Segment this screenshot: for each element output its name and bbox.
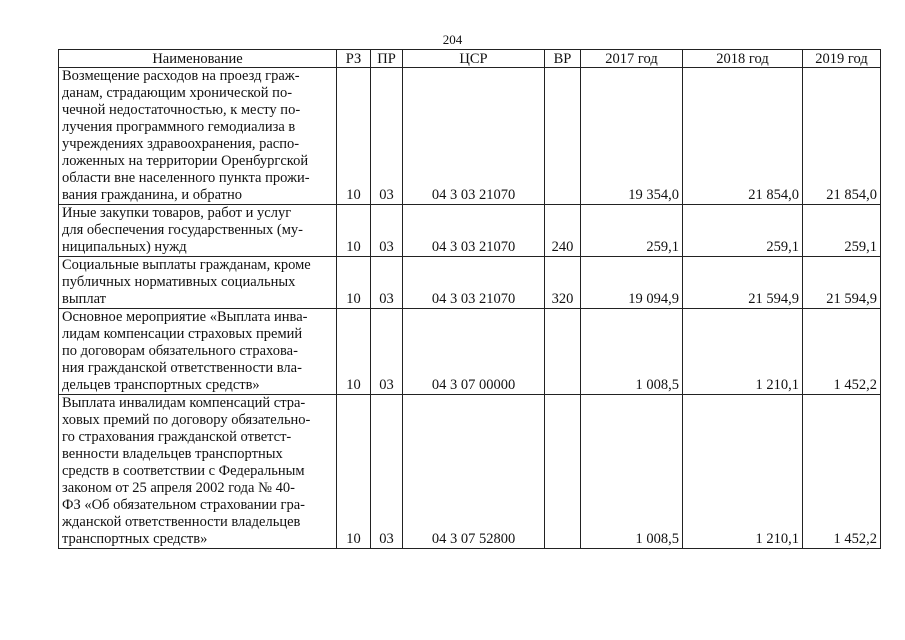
name-line: данам, страдающим хронической по- bbox=[62, 85, 293, 101]
name-line: Возмещение расходов на проезд граж- bbox=[62, 68, 300, 84]
csr-cell: 04 3 07 00000 bbox=[403, 309, 545, 395]
vr-cell bbox=[545, 395, 581, 549]
value-2019-cell: 1 452,2 bbox=[803, 309, 881, 395]
value-2017-cell: 259,1 bbox=[581, 205, 683, 257]
row-name-cell bbox=[59, 257, 337, 309]
row-name-cell bbox=[59, 68, 337, 205]
name-line: законом от 25 апреля 2002 года № 40- bbox=[62, 480, 295, 496]
page-number: 204 bbox=[442, 32, 463, 47]
value-2019-cell: 259,1 bbox=[803, 205, 881, 257]
pr-cell: 03 bbox=[371, 257, 403, 309]
pr-cell: 03 bbox=[371, 68, 403, 205]
value-2018-cell: 259,1 bbox=[683, 205, 803, 257]
rz-cell: 10 bbox=[337, 68, 371, 205]
value-2017-cell: 19 094,9 bbox=[581, 257, 683, 309]
csr-cell: 04 3 03 21070 bbox=[403, 257, 545, 309]
name-line: выплат bbox=[62, 291, 106, 307]
value-2019-cell: 1 452,2 bbox=[803, 395, 881, 549]
value-2017-cell: 1 008,5 bbox=[581, 395, 683, 549]
vr-cell: 320 bbox=[545, 257, 581, 309]
col-header-name: Наименование bbox=[59, 50, 337, 68]
rz-cell: 10 bbox=[337, 309, 371, 395]
row-name-cell bbox=[59, 395, 337, 549]
name-line: Основное мероприятие «Выплата инва- bbox=[62, 309, 308, 325]
name-line: венности владельцев транспортных bbox=[62, 446, 283, 462]
col-header-2019: 2019 год bbox=[803, 50, 881, 68]
value-2017-cell: 1 008,5 bbox=[581, 309, 683, 395]
rz-cell: 10 bbox=[337, 257, 371, 309]
name-line: Иные закупки товаров, работ и услуг bbox=[62, 205, 292, 221]
value-2018-cell: 21 594,9 bbox=[683, 257, 803, 309]
rz-cell: 10 bbox=[337, 205, 371, 257]
vr-cell: 240 bbox=[545, 205, 581, 257]
header-row bbox=[59, 50, 881, 68]
name-line: чечной недостаточностью, к месту по- bbox=[62, 102, 301, 118]
value-2017-cell: 19 354,0 bbox=[581, 68, 683, 205]
csr-cell: 04 3 03 21070 bbox=[403, 205, 545, 257]
col-header-csr: ЦСР bbox=[403, 50, 545, 68]
name-line: средств в соответствии с Федеральным bbox=[62, 463, 305, 479]
budget-table bbox=[58, 49, 881, 549]
name-line: дельцев транспортных средств» bbox=[62, 377, 260, 393]
vr-cell bbox=[545, 68, 581, 205]
value-2018-cell: 21 854,0 bbox=[683, 68, 803, 205]
col-header-pr: ПР bbox=[371, 50, 403, 68]
col-header-2017: 2017 год bbox=[581, 50, 683, 68]
name-line: жданской ответственности владельцев bbox=[62, 514, 301, 530]
value-2019-cell: 21 594,9 bbox=[803, 257, 881, 309]
name-line: ниципальных) нужд bbox=[62, 239, 187, 255]
row-name-cell bbox=[59, 205, 337, 257]
csr-cell: 04 3 03 21070 bbox=[403, 68, 545, 205]
table-row bbox=[59, 309, 881, 395]
value-2018-cell: 1 210,1 bbox=[683, 395, 803, 549]
value-2019-cell: 21 854,0 bbox=[803, 68, 881, 205]
name-line: Выплата инвалидам компенсаций стра- bbox=[62, 395, 306, 411]
name-line: Социальные выплаты гражданам, кроме bbox=[62, 257, 311, 273]
name-line: ложенных на территории Оренбургской bbox=[62, 153, 309, 169]
table-row bbox=[59, 68, 881, 205]
name-line: лидам компенсации страховых премий bbox=[62, 326, 303, 342]
col-header-vr: ВР bbox=[545, 50, 581, 68]
table-row bbox=[59, 395, 881, 549]
name-line: лучения программного гемодиализа в bbox=[62, 119, 296, 135]
table-row bbox=[59, 205, 881, 257]
vr-cell bbox=[545, 309, 581, 395]
csr-cell: 04 3 07 52800 bbox=[403, 395, 545, 549]
table-row bbox=[59, 257, 881, 309]
value-2018-cell: 1 210,1 bbox=[683, 309, 803, 395]
pr-cell: 03 bbox=[371, 205, 403, 257]
row-name-cell bbox=[59, 309, 337, 395]
name-line: для обеспечения государственных (му- bbox=[62, 222, 303, 238]
pr-cell: 03 bbox=[371, 395, 403, 549]
rz-cell: 10 bbox=[337, 395, 371, 549]
name-line: публичных нормативных социальных bbox=[62, 274, 296, 290]
name-line: ФЗ «Об обязательном страховании гра- bbox=[62, 497, 305, 513]
name-line: учреждениях здравоохранения, распо- bbox=[62, 136, 300, 152]
col-header-2018: 2018 год bbox=[683, 50, 803, 68]
name-line: вания гражданина, и обратно bbox=[62, 187, 243, 203]
name-line: по договорам обязательного страхова- bbox=[62, 343, 298, 359]
pr-cell: 03 bbox=[371, 309, 403, 395]
name-line: го страхования гражданской ответст- bbox=[62, 429, 292, 445]
name-line: области вне населенного пункта прожи- bbox=[62, 170, 310, 186]
name-line: ния гражданской ответственности вла- bbox=[62, 360, 302, 376]
name-line: транспортных средств» bbox=[62, 531, 208, 547]
name-line: ховых премий по договору обязательно- bbox=[62, 412, 311, 428]
col-header-rz: РЗ bbox=[337, 50, 371, 68]
